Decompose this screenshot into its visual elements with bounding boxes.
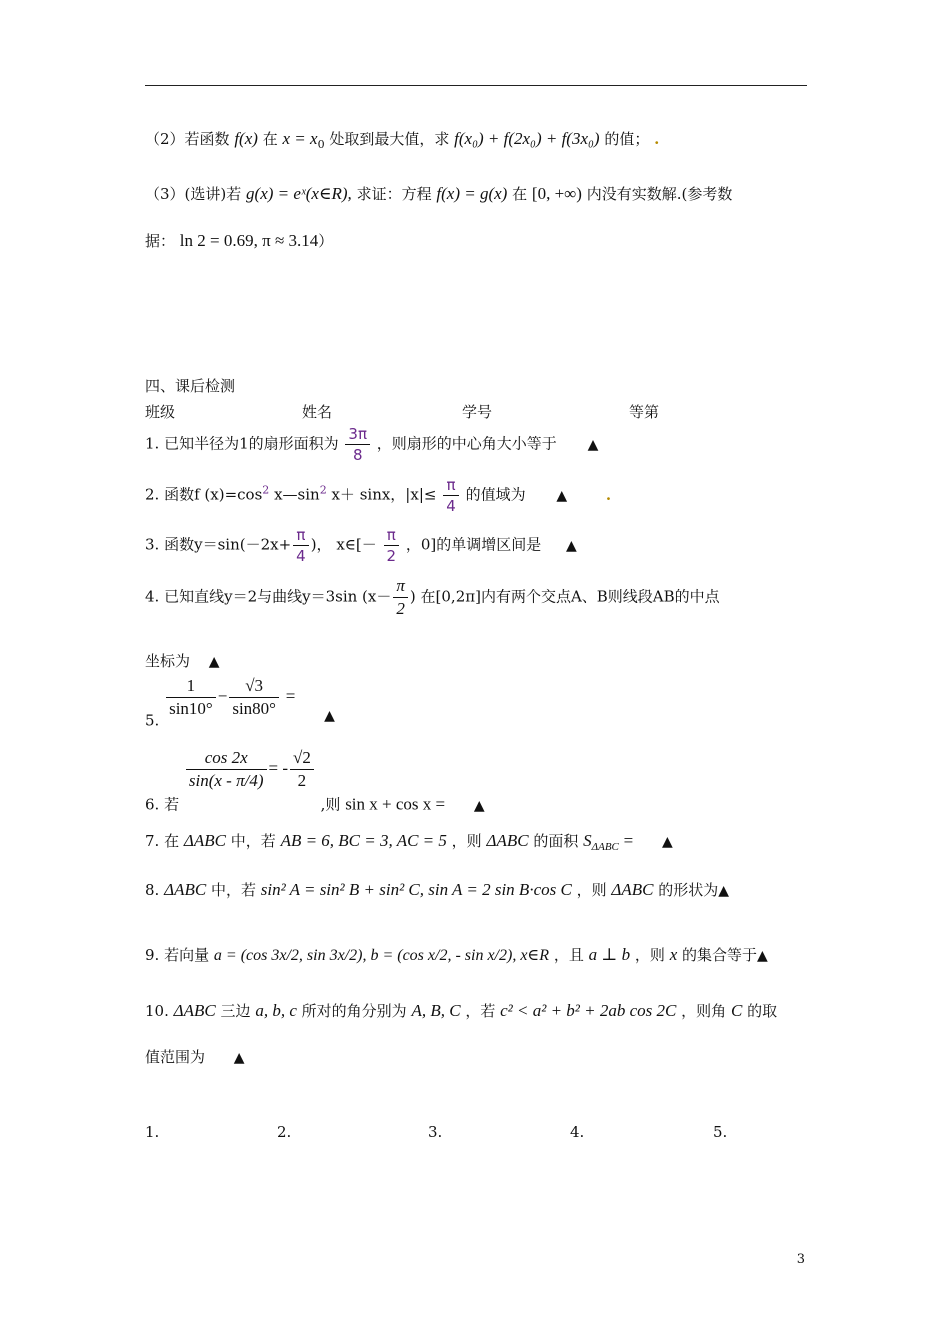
p1-fraction: $\frac{3\pi}{8}$ [345, 425, 370, 464]
problem-8: 8. ΔABC 中，若 sin² A = sin² B + sin² C, sin A = 2 sin B·cos C ，则 ΔABC 的形状为▲ [145, 880, 730, 899]
q3-gx: g(x) = eˣ(x∈R), [246, 184, 352, 203]
p7-text: 在 [164, 832, 180, 850]
p6-fraction-2: $\frac{√2}{2}$ [290, 748, 314, 791]
p6-fraction-1: $\frac{\cos 2x}{\sin(x - \pi/4)}$ [186, 748, 267, 791]
q3-text-e: 据： [145, 232, 176, 250]
answer-marker: ▲ [662, 834, 673, 850]
p2-num: 2. [145, 485, 160, 504]
page-number: 3 [796, 1252, 805, 1267]
mark-dot: . [605, 485, 612, 504]
q3-text-d: 内没有实数解.(参考数 [586, 185, 733, 203]
p2-text: 函数f (x)=cos [164, 485, 263, 504]
p10-text: 三边 [220, 1002, 251, 1020]
q3-line [145, 183, 732, 204]
problem-4-cont [145, 650, 220, 671]
p10-text-c: ，若 [465, 1002, 496, 1020]
p9-num: 9. [145, 946, 160, 964]
p5-fraction-1: $\frac{1}{\sin 10^\circ}$ [166, 676, 216, 719]
p6-num: 6. [145, 795, 160, 814]
p10-cond: c² < a² + b² + 2ab cos 2C [500, 1001, 677, 1020]
q2-text: （2）若函数 [145, 130, 230, 148]
answer-marker: ▲ [233, 1050, 245, 1066]
p6-text-b: ,则 [320, 795, 341, 814]
problem-10: 10. ΔABC 三边 a, b, c 所对的角分别为 A, B, C ，若 c² < a² + b² + 2ab cos 2C ，则角 C 的取 [145, 1001, 778, 1020]
answer-marker: ▲ [324, 707, 335, 724]
p10-text-f: 值范围为 [145, 1048, 206, 1066]
p2-text-d: 的值域为 [465, 485, 526, 504]
p1-text-b: ，则扇形的中心角大小等于 [376, 434, 557, 453]
p10-num: 10. [145, 1002, 169, 1020]
p10-angles: A, B, C [411, 1001, 461, 1020]
problem-10-cont [145, 1046, 245, 1067]
p8-text: 中，若 [210, 881, 256, 899]
p6-expr: sin x + cos x = [345, 794, 446, 814]
q2-expr: f(x₀) + f(2x₀) + f(3x₀) [454, 129, 600, 148]
answer-2: 2. [277, 1123, 292, 1141]
p8-cond: sin² A = sin² B + sin² C, sin A = 2 sin B·cos C [260, 880, 572, 899]
q2-text-b: 在 [262, 130, 278, 148]
p7-cond: AB = 6, BC = 3, AC = 5 [280, 831, 447, 850]
p4-text-c: 坐标为 [145, 652, 191, 670]
p9-text-b: ，且 [553, 946, 584, 964]
p4-num: 4. [145, 587, 160, 606]
q2-text-c: 处取到最大值，求 [329, 130, 450, 148]
p4-fraction: $\frac{\pi}{2}$ [393, 576, 408, 619]
p10-text-b: 所对的角分别为 [301, 1002, 407, 1020]
p4-text-b: ) 在[0,2π]内有两个交点A、B则线段AB的中点 [409, 587, 720, 606]
p8-num: 8. [145, 881, 160, 899]
answer-marker: ▲ [718, 883, 730, 899]
problem-7: 7. 在 ΔABC 中，若 AB = 6, BC = 3, AC = 5 ，则 ΔABC 的面积 $S_{\Delta ABC}$ = ▲ [145, 831, 673, 853]
p9-text-c: ，则 [634, 946, 665, 964]
p7-text-b: 中，若 [230, 832, 276, 850]
p2-text-c: x＋ sinx，|x|≤ [331, 485, 437, 504]
problem-2: 2. 函数f $(x)=\cos^2$ $x—\sin^2$ x＋ sinx，|x|≤ $\frac{\pi}{4}$ 的值域为 ▲ . [145, 476, 612, 515]
q3-line-2 [145, 230, 333, 251]
q2-fx: f(x) [234, 129, 258, 148]
q3-ref: ln 2 = 0.69, π ≈ 3.14 [179, 231, 319, 250]
field-class: 班级 [145, 403, 176, 421]
section-title: 四、课后检测 [145, 377, 236, 395]
p7-area: S [583, 831, 592, 850]
p8-text-b: ，则 [576, 881, 607, 899]
q3-eq: f(x) = g(x) [436, 184, 508, 203]
p5-eq: = [285, 686, 296, 706]
problem-4 [145, 576, 720, 619]
p8-text-c: 的形状为 [658, 881, 719, 899]
p3-fraction: $\frac{\pi}{4}$ [293, 526, 309, 565]
answer-3: 3. [428, 1123, 443, 1141]
answer-marker: ▲ [473, 797, 485, 814]
p2-fraction: $\frac{\pi}{4}$ [443, 476, 459, 515]
p9-vectors: a = (cos 3x/2, sin 3x/2), b = (cos x/2, - sin x/2), x∈R [213, 947, 550, 964]
p9-text: 若向量 [164, 946, 210, 964]
q3-text-b: 求证：方程 [356, 185, 432, 203]
answer-marker: ▲ [208, 654, 220, 670]
answer-marker: ▲ [757, 948, 768, 964]
answer-marker: ▲ [556, 487, 568, 504]
p7-triangle: ΔABC [183, 831, 226, 850]
answer-1: 1. [145, 1123, 160, 1141]
problem-5: 5. $\frac{1}{\sin 10^\circ}$ − $\frac{√3}{\sin 80^\circ}$ = ▲ [145, 676, 335, 730]
q3-text-c: 在 [512, 185, 528, 203]
answer-marker: ▲ [566, 537, 577, 554]
p4-text: 已知直线y＝2与曲线y＝3sin (x－ [164, 587, 392, 606]
p1-text: 已知半径为1的扇形面积为 [164, 434, 339, 453]
p7-text-c: ，则 [451, 832, 482, 850]
p10-text-e: 的取 [747, 1002, 778, 1020]
p5-num: 5. [145, 711, 160, 730]
p10-sides: a, b, c [255, 1001, 297, 1020]
p6-text: 若 [164, 795, 180, 814]
q3-interval: [0, +∞) [531, 184, 582, 203]
p3-text: 函数y＝sin(－2x+ [164, 535, 292, 554]
field-name: 姓名 [302, 403, 333, 421]
p3-fraction-2: $\frac{\pi}{2}$ [384, 526, 400, 565]
p8-triangle: ΔABC [164, 880, 207, 899]
p10-triangle: ΔABC [173, 1001, 216, 1020]
answer-marker: ▲ [587, 436, 599, 453]
p2-text-b: x—sin [274, 485, 320, 504]
p1-num: 1. [145, 434, 160, 453]
p7-num: 7. [145, 832, 160, 850]
q2-cond: x = x [282, 129, 318, 148]
q3-text-f: ） [318, 232, 334, 250]
q2-line [145, 128, 659, 151]
answer-4: 4. [570, 1123, 585, 1141]
q2-text-d: 的值； [604, 130, 650, 148]
p3-text-c: ，0]的单调增区间是 [405, 535, 542, 554]
p3-num: 3. [145, 535, 160, 554]
field-id: 学号 [462, 403, 493, 421]
p10-text-d: ，则角 [681, 1002, 727, 1020]
field-grade: 等第 [629, 403, 660, 421]
problem-3 [145, 526, 577, 565]
p3-text-b: )， x∈[－ [310, 535, 377, 554]
p9-perp: a ⊥ b [588, 945, 631, 964]
problem-1 [145, 425, 598, 464]
mark-dot: . [654, 130, 660, 148]
header-rule [145, 85, 807, 86]
q2-sub: 0 [317, 138, 325, 151]
p7-text-d: 的面积 [533, 832, 579, 850]
problem-6: 6. 若 $\frac{\cos 2x}{\sin(x - \pi/4)}$ = - $\frac{√2}{2}$ ,则 sin x + cos x = ▲ [145, 748, 485, 814]
q3-text: （3）(选讲)若 [145, 185, 242, 203]
p5-fraction-2: $\frac{√3}{\sin 80^\circ}$ [229, 676, 279, 719]
p9-text-d: 的集合等于 [682, 946, 758, 964]
answer-5: 5. [713, 1123, 728, 1141]
problem-9: 9. 若向量 a = (cos 3x/2, sin 3x/2), b = (cos x/2, - sin x/2), x∈R ，且 a ⊥ b ，则 x 的集合等于▲ [145, 945, 768, 964]
